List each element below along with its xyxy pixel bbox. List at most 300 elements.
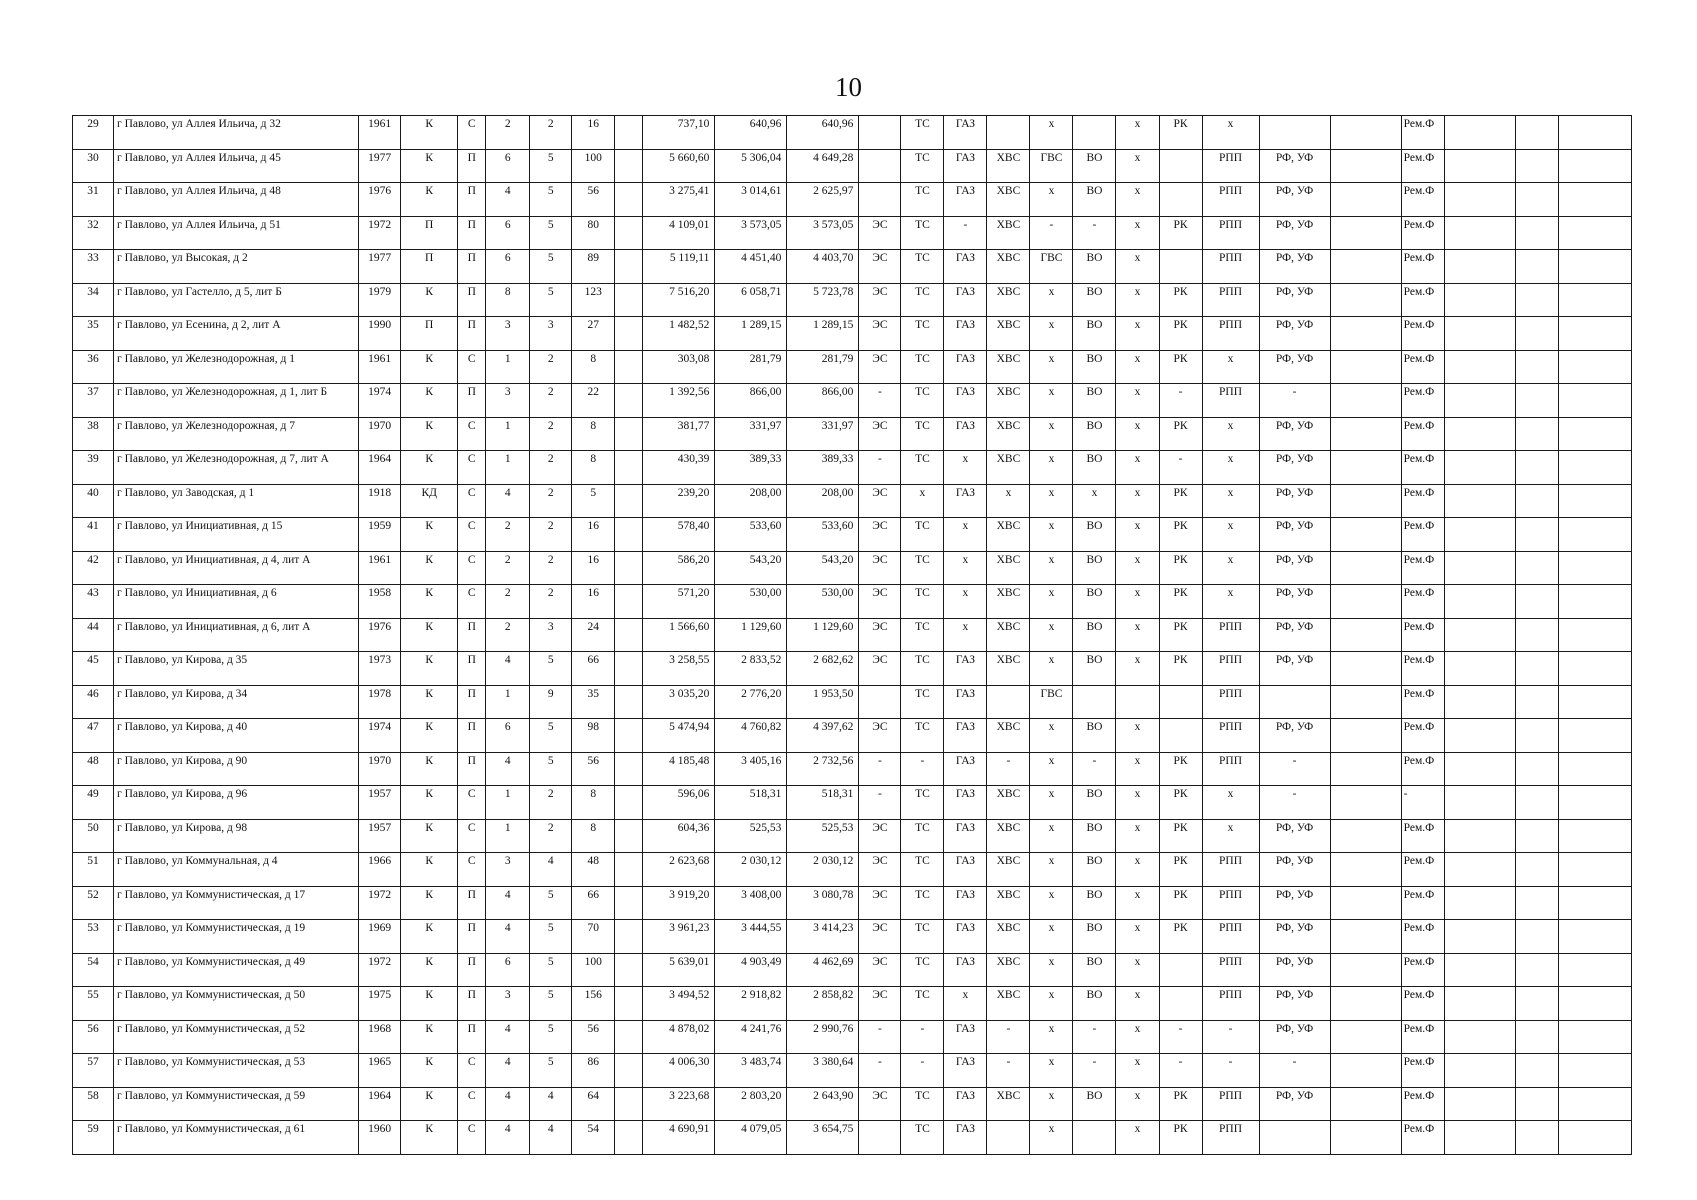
floors-cell: 2	[486, 585, 530, 619]
entrances-cell: 2	[530, 384, 572, 418]
residential-area-cell: 281,79	[787, 350, 859, 384]
rk-cell	[1159, 719, 1202, 753]
blank-cell	[1558, 1087, 1631, 1121]
heat-supply-cell: ТС	[901, 585, 944, 619]
blank-cell	[1558, 350, 1631, 384]
living-area-cell: 2 833,52	[715, 652, 787, 686]
repair-fund-cell: Рем.Ф	[1401, 283, 1444, 317]
rpp-cell: РПП	[1202, 853, 1259, 887]
apartments-cell: 100	[572, 953, 615, 987]
drainage-cell: ВО	[1073, 786, 1116, 820]
heat-supply-cell: ТС	[901, 384, 944, 418]
heat-supply-cell: ТС	[901, 685, 944, 719]
blank-cell	[1558, 317, 1631, 351]
row-number-cell: 44	[73, 618, 114, 652]
repair-fund-cell: Рем.Ф	[1401, 1087, 1444, 1121]
row-number-cell: 42	[73, 551, 114, 585]
rk-cell	[1159, 250, 1202, 284]
entrances-cell: 5	[530, 283, 572, 317]
wall-material-cell: К	[401, 1121, 458, 1155]
wall-material-cell: К	[401, 853, 458, 887]
repair-fund-cell: Рем.Ф	[1401, 1121, 1444, 1155]
blank-cell	[1515, 116, 1558, 150]
power-supply-cell: ЭС	[859, 719, 901, 753]
rk-cell: РК	[1159, 317, 1202, 351]
blank-cell	[1444, 1087, 1515, 1121]
drainage-cell: -	[1073, 752, 1116, 786]
fund-type-cell: РФ, УФ	[1259, 451, 1330, 485]
address-cell: г Павлово, ул Аллея Ильича, д 45	[114, 149, 359, 183]
blank-cell	[1330, 853, 1401, 887]
heat-supply-cell: ТС	[901, 183, 944, 217]
blank-cell	[1558, 652, 1631, 686]
address-cell: г Павлово, ул Железнодорожная, д 7, лит А	[114, 451, 359, 485]
floors-cell: 2	[486, 116, 530, 150]
blank-cell	[1330, 886, 1401, 920]
building-type-cell: П	[458, 283, 486, 317]
total-area-cell: 239,20	[643, 484, 715, 518]
address-cell: г Павлово, ул Кирова, д 98	[114, 819, 359, 853]
living-area-cell: 4 760,82	[715, 719, 787, 753]
hot-water-cell: x	[1030, 551, 1073, 585]
wall-material-cell: КД	[401, 484, 458, 518]
blank-cell	[1330, 518, 1401, 552]
blank-cell	[615, 183, 643, 217]
floors-cell: 4	[486, 886, 530, 920]
floors-cell: 4	[486, 652, 530, 686]
rk-cell: РК	[1159, 652, 1202, 686]
rpp-cell: -	[1202, 1020, 1259, 1054]
heat-supply-cell: ТС	[901, 216, 944, 250]
row-number-cell: 33	[73, 250, 114, 284]
residential-area-cell: 4 397,62	[787, 719, 859, 753]
blank-cell	[615, 250, 643, 284]
blank-cell	[1444, 250, 1515, 284]
rpp-cell: РПП	[1202, 618, 1259, 652]
apartments-cell: 56	[572, 183, 615, 217]
rk-cell: РК	[1159, 1121, 1202, 1155]
residential-area-cell: 389,33	[787, 451, 859, 485]
rpp-cell: x	[1202, 350, 1259, 384]
total-area-cell: 604,36	[643, 819, 715, 853]
wall-material-cell: К	[401, 920, 458, 954]
apartments-cell: 89	[572, 250, 615, 284]
blank-cell	[1558, 1054, 1631, 1088]
gas-supply-cell: ГАЗ	[944, 250, 987, 284]
drainage-cell: -	[1073, 1054, 1116, 1088]
gas-supply-cell: ГАЗ	[944, 752, 987, 786]
address-cell: г Павлово, ул Есенина, д 2, лит А	[114, 317, 359, 351]
power-supply-cell	[859, 116, 901, 150]
heat-supply-cell: ТС	[901, 518, 944, 552]
blank-cell	[615, 953, 643, 987]
blank-cell	[1558, 920, 1631, 954]
gas-supply-cell: ГАЗ	[944, 719, 987, 753]
repair-fund-cell: -	[1401, 786, 1444, 820]
power-supply-cell: -	[859, 752, 901, 786]
drainage-cell: x	[1073, 484, 1116, 518]
heat-supply-cell: ТС	[901, 853, 944, 887]
address-cell: г Павлово, ул Заводская, д 1	[114, 484, 359, 518]
gas-supply-cell: ГАЗ	[944, 384, 987, 418]
entrances-cell: 5	[530, 1054, 572, 1088]
x-mark-cell: x	[1116, 1054, 1159, 1088]
x-mark-cell: x	[1116, 987, 1159, 1021]
hot-water-cell: x	[1030, 1121, 1073, 1155]
address-cell: г Павлово, ул Кирова, д 40	[114, 719, 359, 753]
blank-cell	[615, 384, 643, 418]
hot-water-cell: ГВС	[1030, 149, 1073, 183]
residential-area-cell: 518,31	[787, 786, 859, 820]
building-type-cell: С	[458, 1121, 486, 1155]
drainage-cell: ВО	[1073, 384, 1116, 418]
table-row	[73, 652, 1632, 686]
table-row	[73, 1020, 1632, 1054]
rk-cell: РК	[1159, 886, 1202, 920]
wall-material-cell: К	[401, 551, 458, 585]
rpp-cell: x	[1202, 417, 1259, 451]
blank-cell	[1558, 149, 1631, 183]
total-area-cell: 5 639,01	[643, 953, 715, 987]
blank-cell	[1444, 283, 1515, 317]
gas-supply-cell: ГАЗ	[944, 886, 987, 920]
repair-fund-cell: Рем.Ф	[1401, 752, 1444, 786]
blank-cell	[1515, 685, 1558, 719]
hot-water-cell: x	[1030, 1054, 1073, 1088]
building-type-cell: С	[458, 819, 486, 853]
apartments-cell: 70	[572, 920, 615, 954]
entrances-cell: 5	[530, 149, 572, 183]
rpp-cell: x	[1202, 551, 1259, 585]
heat-supply-cell: ТС	[901, 886, 944, 920]
year-built-cell: 1979	[359, 283, 401, 317]
rpp-cell: РПП	[1202, 149, 1259, 183]
table-row	[73, 116, 1632, 150]
entrances-cell: 5	[530, 719, 572, 753]
fund-type-cell: РФ, УФ	[1259, 719, 1330, 753]
gas-supply-cell: ГАЗ	[944, 1121, 987, 1155]
row-number-cell: 39	[73, 451, 114, 485]
blank-cell	[1444, 987, 1515, 1021]
total-area-cell: 5 119,11	[643, 250, 715, 284]
fund-type-cell: РФ, УФ	[1259, 1087, 1330, 1121]
residential-area-cell: 543,20	[787, 551, 859, 585]
year-built-cell: 1961	[359, 551, 401, 585]
blank-cell	[1330, 953, 1401, 987]
total-area-cell: 430,39	[643, 451, 715, 485]
hot-water-cell: ГВС	[1030, 685, 1073, 719]
heat-supply-cell: ТС	[901, 283, 944, 317]
apartments-cell: 35	[572, 685, 615, 719]
floors-cell: 4	[486, 484, 530, 518]
entrances-cell: 4	[530, 1087, 572, 1121]
rk-cell: РК	[1159, 551, 1202, 585]
blank-cell	[615, 484, 643, 518]
fund-type-cell: -	[1259, 1054, 1330, 1088]
residential-area-cell: 530,00	[787, 585, 859, 619]
hot-water-cell: -	[1030, 216, 1073, 250]
cold-water-cell: ХВС	[987, 317, 1030, 351]
repair-fund-cell: Рем.Ф	[1401, 719, 1444, 753]
blank-cell	[1558, 1020, 1631, 1054]
fund-type-cell: РФ, УФ	[1259, 585, 1330, 619]
blank-cell	[1558, 451, 1631, 485]
blank-cell	[1444, 1121, 1515, 1155]
floors-cell: 2	[486, 618, 530, 652]
power-supply-cell: ЭС	[859, 652, 901, 686]
rpp-cell: РПП	[1202, 719, 1259, 753]
rk-cell: РК	[1159, 752, 1202, 786]
table-row	[73, 417, 1632, 451]
repair-fund-cell: Рем.Ф	[1401, 1020, 1444, 1054]
building-type-cell: С	[458, 350, 486, 384]
blank-cell	[1330, 618, 1401, 652]
fund-type-cell	[1259, 1121, 1330, 1155]
repair-fund-cell: Рем.Ф	[1401, 987, 1444, 1021]
blank-cell	[1515, 953, 1558, 987]
x-mark-cell: x	[1116, 752, 1159, 786]
fund-type-cell	[1259, 685, 1330, 719]
address-cell: г Павлово, ул Инициативная, д 15	[114, 518, 359, 552]
drainage-cell: -	[1073, 216, 1116, 250]
living-area-cell: 2 803,20	[715, 1087, 787, 1121]
entrances-cell: 5	[530, 216, 572, 250]
floors-cell: 8	[486, 283, 530, 317]
fund-type-cell: РФ, УФ	[1259, 350, 1330, 384]
hot-water-cell: x	[1030, 987, 1073, 1021]
blank-cell	[1558, 786, 1631, 820]
blank-cell	[615, 920, 643, 954]
power-supply-cell: ЭС	[859, 920, 901, 954]
power-supply-cell: ЭС	[859, 216, 901, 250]
blank-cell	[1444, 183, 1515, 217]
blank-cell	[1330, 116, 1401, 150]
table-row	[73, 250, 1632, 284]
residential-area-cell: 3 654,75	[787, 1121, 859, 1155]
blank-cell	[1515, 1054, 1558, 1088]
year-built-cell: 1959	[359, 518, 401, 552]
hot-water-cell: x	[1030, 585, 1073, 619]
page-number: 10	[835, 72, 862, 102]
floors-cell: 3	[486, 853, 530, 887]
living-area-cell: 866,00	[715, 384, 787, 418]
heat-supply-cell: -	[901, 1054, 944, 1088]
building-type-cell: П	[458, 652, 486, 686]
heat-supply-cell: ТС	[901, 317, 944, 351]
floors-cell: 3	[486, 987, 530, 1021]
repair-fund-cell: Рем.Ф	[1401, 652, 1444, 686]
rpp-cell: РПП	[1202, 752, 1259, 786]
total-area-cell: 303,08	[643, 350, 715, 384]
building-type-cell: П	[458, 250, 486, 284]
apartments-cell: 24	[572, 618, 615, 652]
address-cell: г Павлово, ул Коммунистическая, д 17	[114, 886, 359, 920]
repair-fund-cell: Рем.Ф	[1401, 920, 1444, 954]
year-built-cell: 1957	[359, 819, 401, 853]
blank-cell	[1558, 685, 1631, 719]
building-type-cell: П	[458, 618, 486, 652]
blank-cell	[1444, 484, 1515, 518]
residential-area-cell: 3 080,78	[787, 886, 859, 920]
repair-fund-cell: Рем.Ф	[1401, 484, 1444, 518]
blank-cell	[1444, 719, 1515, 753]
total-area-cell: 1 482,52	[643, 317, 715, 351]
wall-material-cell: К	[401, 618, 458, 652]
blank-cell	[1515, 283, 1558, 317]
total-area-cell: 3 223,68	[643, 1087, 715, 1121]
blank-cell	[1444, 149, 1515, 183]
entrances-cell: 2	[530, 518, 572, 552]
gas-supply-cell: ГАЗ	[944, 819, 987, 853]
entrances-cell: 2	[530, 585, 572, 619]
table-row	[73, 786, 1632, 820]
hot-water-cell: x	[1030, 417, 1073, 451]
rpp-cell: РПП	[1202, 652, 1259, 686]
residential-area-cell: 3 573,05	[787, 216, 859, 250]
entrances-cell: 5	[530, 1020, 572, 1054]
rpp-cell: РПП	[1202, 250, 1259, 284]
year-built-cell: 1968	[359, 1020, 401, 1054]
residential-area-cell: 525,53	[787, 819, 859, 853]
living-area-cell: 530,00	[715, 585, 787, 619]
cold-water-cell: ХВС	[987, 417, 1030, 451]
apartments-cell: 8	[572, 819, 615, 853]
apartments-cell: 22	[572, 384, 615, 418]
blank-cell	[1330, 1020, 1401, 1054]
apartments-cell: 8	[572, 451, 615, 485]
row-number-cell: 46	[73, 685, 114, 719]
rk-cell	[1159, 685, 1202, 719]
drainage-cell: ВО	[1073, 585, 1116, 619]
drainage-cell: ВО	[1073, 987, 1116, 1021]
table-row	[73, 853, 1632, 887]
year-built-cell: 1964	[359, 1087, 401, 1121]
blank-cell	[1558, 719, 1631, 753]
blank-cell	[1444, 853, 1515, 887]
apartments-cell: 56	[572, 1020, 615, 1054]
blank-cell	[615, 987, 643, 1021]
table-row	[73, 1121, 1632, 1155]
blank-cell	[1515, 920, 1558, 954]
year-built-cell: 1972	[359, 886, 401, 920]
rpp-cell: РПП	[1202, 987, 1259, 1021]
hot-water-cell: x	[1030, 752, 1073, 786]
heat-supply-cell: ТС	[901, 786, 944, 820]
repair-fund-cell: Рем.Ф	[1401, 518, 1444, 552]
living-area-cell: 5 306,04	[715, 149, 787, 183]
row-number-cell: 34	[73, 283, 114, 317]
building-type-cell: П	[458, 149, 486, 183]
rpp-cell: РПП	[1202, 183, 1259, 217]
total-area-cell: 737,10	[643, 116, 715, 150]
floors-cell: 4	[486, 183, 530, 217]
power-supply-cell: ЭС	[859, 1087, 901, 1121]
address-cell: г Павлово, ул Гастелло, д 5, лит Б	[114, 283, 359, 317]
address-cell: г Павлово, ул Кирова, д 34	[114, 685, 359, 719]
gas-supply-cell: ГАЗ	[944, 350, 987, 384]
apartments-cell: 56	[572, 752, 615, 786]
floors-cell: 6	[486, 149, 530, 183]
blank-cell	[615, 417, 643, 451]
blank-cell	[1444, 652, 1515, 686]
fund-type-cell: РФ, УФ	[1259, 484, 1330, 518]
blank-cell	[1444, 953, 1515, 987]
hot-water-cell: x	[1030, 853, 1073, 887]
power-supply-cell: -	[859, 384, 901, 418]
power-supply-cell: ЭС	[859, 283, 901, 317]
blank-cell	[1444, 384, 1515, 418]
x-mark-cell: x	[1116, 652, 1159, 686]
register-body	[73, 116, 1632, 1155]
hot-water-cell: x	[1030, 317, 1073, 351]
drainage-cell: ВО	[1073, 317, 1116, 351]
heat-supply-cell: ТС	[901, 953, 944, 987]
residential-area-cell: 4 462,69	[787, 953, 859, 987]
x-mark-cell: x	[1116, 1020, 1159, 1054]
power-supply-cell: -	[859, 1020, 901, 1054]
blank-cell	[1330, 317, 1401, 351]
blank-cell	[1330, 786, 1401, 820]
gas-supply-cell: ГАЗ	[944, 853, 987, 887]
power-supply-cell: ЭС	[859, 317, 901, 351]
blank-cell	[1558, 250, 1631, 284]
x-mark-cell: x	[1116, 116, 1159, 150]
drainage-cell: -	[1073, 1020, 1116, 1054]
apartments-cell: 64	[572, 1087, 615, 1121]
entrances-cell: 9	[530, 685, 572, 719]
x-mark-cell: x	[1116, 183, 1159, 217]
entrances-cell: 3	[530, 317, 572, 351]
rk-cell: РК	[1159, 484, 1202, 518]
repair-fund-cell: Рем.Ф	[1401, 216, 1444, 250]
drainage-cell: ВО	[1073, 652, 1116, 686]
blank-cell	[1558, 116, 1631, 150]
total-area-cell: 5 474,94	[643, 719, 715, 753]
hot-water-cell: x	[1030, 484, 1073, 518]
heat-supply-cell: ТС	[901, 116, 944, 150]
year-built-cell: 1966	[359, 853, 401, 887]
blank-cell	[615, 819, 643, 853]
rk-cell: РК	[1159, 618, 1202, 652]
blank-cell	[1515, 149, 1558, 183]
building-type-cell: П	[458, 216, 486, 250]
blank-cell	[1444, 216, 1515, 250]
x-mark-cell: x	[1116, 786, 1159, 820]
gas-supply-cell: x	[944, 618, 987, 652]
wall-material-cell: П	[401, 250, 458, 284]
row-number-cell: 37	[73, 384, 114, 418]
cold-water-cell: -	[987, 752, 1030, 786]
blank-cell	[1330, 652, 1401, 686]
rk-cell: -	[1159, 1020, 1202, 1054]
year-built-cell: 1964	[359, 451, 401, 485]
cold-water-cell: ХВС	[987, 652, 1030, 686]
table-row	[73, 1087, 1632, 1121]
x-mark-cell: x	[1116, 1087, 1159, 1121]
year-built-cell: 1976	[359, 183, 401, 217]
drainage-cell: ВО	[1073, 149, 1116, 183]
blank-cell	[615, 1087, 643, 1121]
year-built-cell: 1974	[359, 384, 401, 418]
drainage-cell: ВО	[1073, 551, 1116, 585]
wall-material-cell: К	[401, 886, 458, 920]
repair-fund-cell: Рем.Ф	[1401, 384, 1444, 418]
floors-cell: 2	[486, 551, 530, 585]
x-mark-cell: x	[1116, 953, 1159, 987]
heat-supply-cell: ТС	[901, 618, 944, 652]
x-mark-cell: x	[1116, 250, 1159, 284]
power-supply-cell: ЭС	[859, 853, 901, 887]
